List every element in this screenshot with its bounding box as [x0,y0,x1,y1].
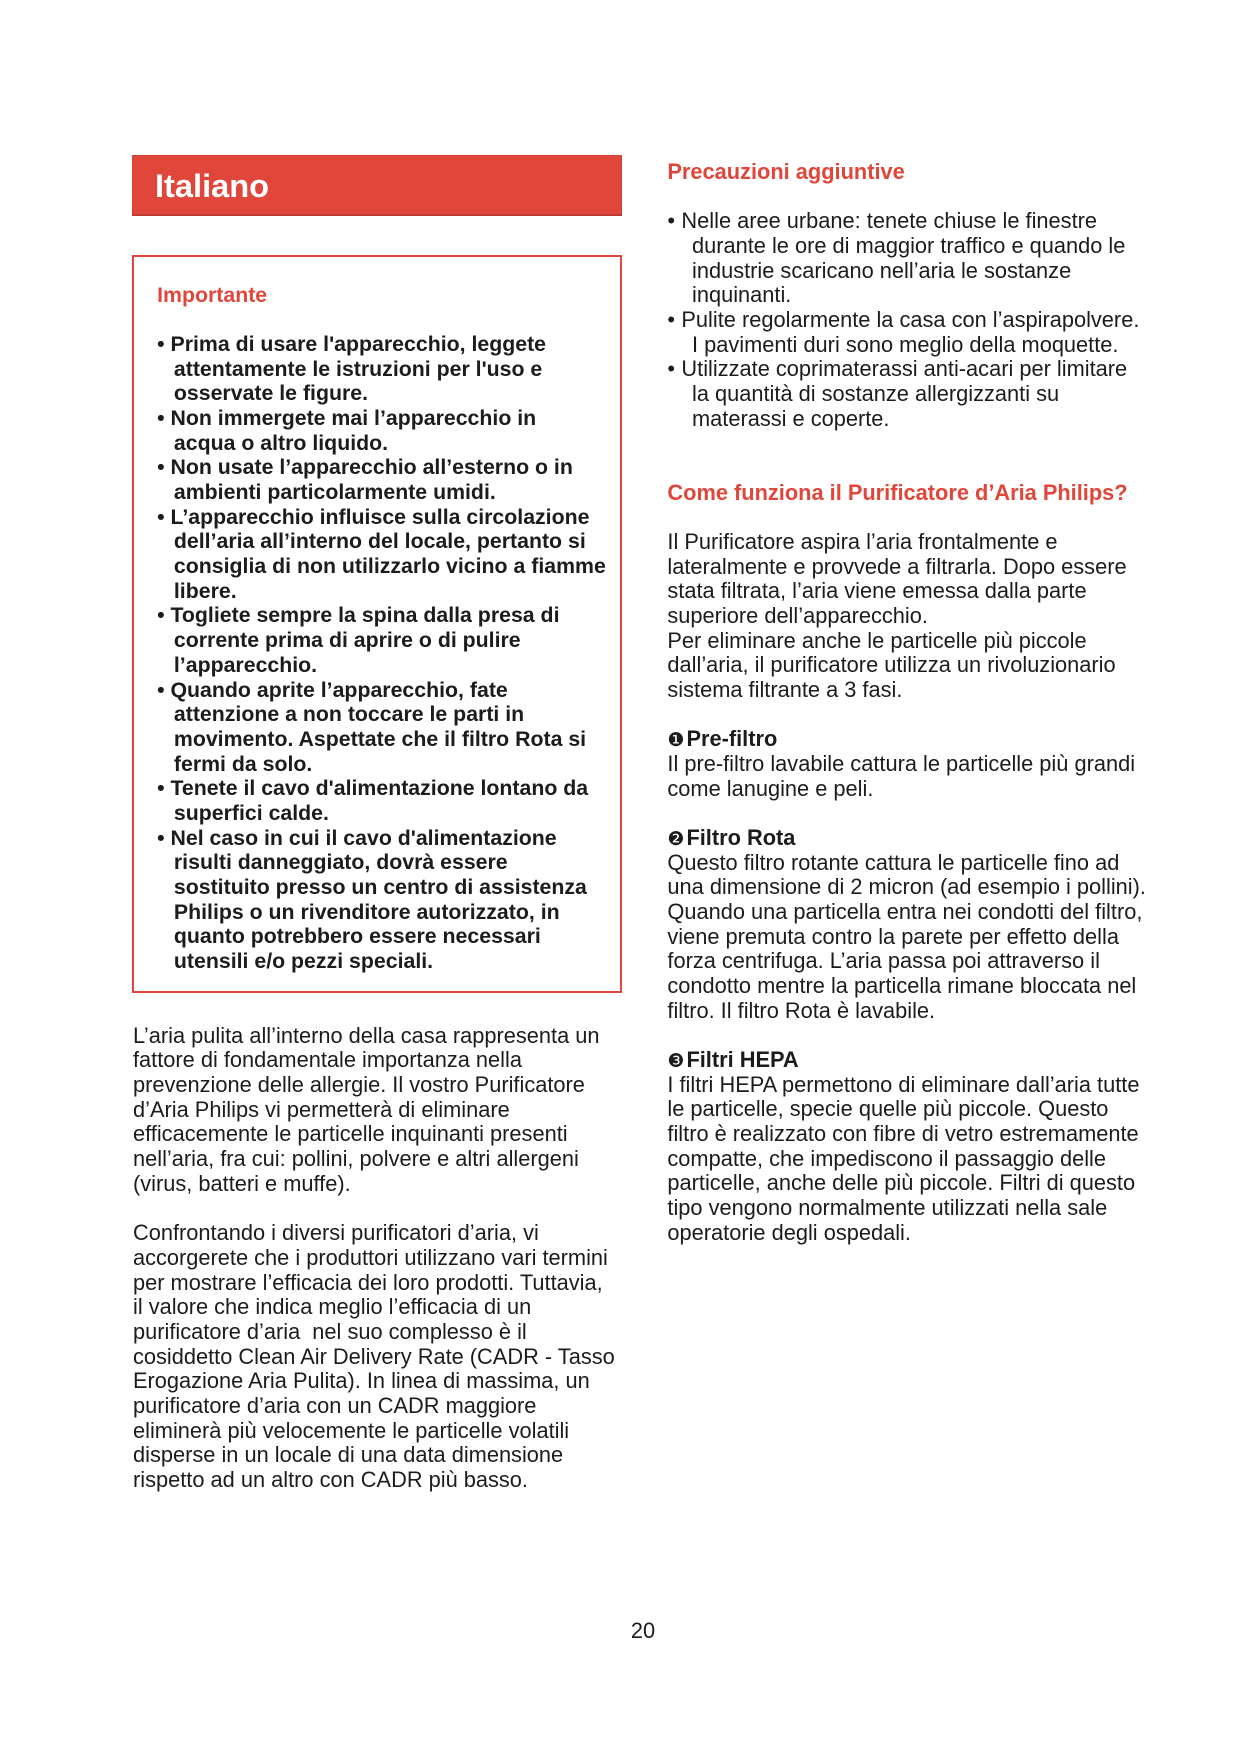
precaution-item [667,209,1227,308]
important-item-line: attentamente le istruzioni per l'uso e [173,356,543,381]
important-item [157,776,620,825]
precaution-line: inquinanti. [691,282,792,308]
important-item [157,603,620,677]
text-line: purificatore d’aria nel suo complesso è il [133,1318,527,1344]
important-item-text: Prima di usare l'apparecchio, leggete [170,332,547,357]
precaution-text: Nelle aree urbane: tenete chiuse le finestre [681,208,1098,234]
text-line: Confrontando i diversi purificatori d’aria, vi [133,1220,539,1246]
step-number-icon: ❸ [667,1050,685,1073]
important-item [157,406,620,455]
how-it-works-heading: Come funziona il Purificatore d’Aria Philips? [667,479,1128,505]
bullet-icon [157,826,170,851]
text-line: L’aria pulita all’interno della casa rappresenta un [133,1022,600,1048]
intro-paragraph [133,1024,615,1197]
text-line: Per eliminare anche le particelle più piccole [667,627,1087,653]
precautions-heading: Precauzioni aggiuntive [667,158,905,184]
text-line: (virus, batteri e muffe). [133,1170,351,1196]
text-line: compatte, che impediscono il passaggio delle [667,1145,1107,1171]
step-number-icon: ❷ [667,827,685,850]
important-item-text: Quando aprite l’apparecchio, fate [170,677,508,702]
text-line: le particelle, specie quelle più piccole. Questo [667,1096,1109,1122]
text-line: sistema filtrante a 3 fasi. [667,676,903,702]
text-line: lateralmente e provvede a filtrarla. Dopo essere [667,553,1127,579]
precaution-text: Pulite regolarmente la casa con l’aspirapolvere. [681,306,1140,332]
important-item-line [157,406,620,431]
important-item-line: dell’aria all’interno del locale, pertanto si [173,529,586,554]
important-item-text: L’apparecchio influisce sulla circolazione [170,504,590,529]
important-item-line: utensili e/o pezzi speciali. [173,948,434,973]
important-item-line [157,776,620,801]
precaution-line [667,209,1227,234]
page-number: 20 [630,1617,656,1643]
text-line: viene premuta contro la parete per effetto della [667,923,1119,949]
important-item [157,455,620,504]
filter-title-text: Filtro Rota [686,824,796,850]
important-item [157,826,620,974]
important-item-text: Togliete sempre la spina dalla presa di [170,603,560,628]
text-line: una dimensione di 2 micron (ad esempio i pollini). [667,874,1146,900]
important-item-line: consiglia di non utilizzarlo vicino a fiamme [173,554,606,579]
language-header [132,155,622,216]
important-item-line: fermi da solo. [173,751,313,776]
filter-title [667,1048,1227,1073]
filter-hepa [667,1048,1227,1245]
important-item-line: l’apparecchio. [173,652,318,677]
important-item [157,678,620,777]
important-item-line [157,505,620,530]
bullet-icon [667,209,681,234]
right-column [667,160,1227,1270]
important-item-line [157,603,620,628]
text-line: d’Aria Philips vi permetterà di eliminare [133,1096,510,1122]
filter-pre-filtro [667,727,1227,801]
bullet-icon [157,505,170,530]
precaution-line: durante le ore di maggior traffico e quando le [691,232,1126,258]
precaution-line [667,357,1227,382]
bullet-icon [157,603,170,628]
filter-rota [667,826,1227,1023]
text-line: operatorie degli ospedali. [667,1219,911,1245]
text-line: efficacemente le particelle inquinanti presenti [133,1121,568,1147]
filter-title-text: Pre-filtro [686,726,778,752]
text-line: come lanugine e peli. [667,775,874,801]
text-line: forza centrifuga. L’aria passa poi attraverso il [667,948,1100,974]
text-line: eliminerà più velocemente le particelle volatili [133,1417,570,1443]
how-it-works-paragraph [667,530,1227,703]
bullet-icon [157,678,170,703]
important-item-line: acqua o altro liquido. [173,430,389,455]
text-line: prevenzione delle allergie. Il vostro Purificatore [133,1072,585,1098]
text-line: tipo vengono normalmente utilizzati nella sale [667,1195,1108,1221]
bullet-icon [667,308,681,333]
important-item-line: corrente prima di aprire o di pulire [173,628,521,653]
important-item [157,505,620,604]
bullet-icon [667,357,681,382]
text-line: il valore che indica meglio l’efficacia di un [133,1294,532,1320]
text-line: Quando una particella entra nei condotti del filtro, [667,899,1143,924]
precaution-item [667,308,1227,357]
how-it-works-section [667,481,1227,1246]
text-line: filtro. Il filtro Rota è lavabile. [667,997,936,1023]
precaution-line: la quantità di sostanze allergizzanti su [691,380,1060,406]
important-item-line [157,826,620,851]
precaution-line: industrie scaricano nell’aria le sostanze [691,257,1072,283]
intro-text [133,1024,615,1517]
text-line: Questo filtro rotante cattura le particelle fino ad [667,849,1120,875]
precaution-line: materassi e coperte. [691,405,890,431]
important-item-text: Non usate l’apparecchio all’esterno o in [170,455,573,480]
step-number-icon: ❶ [667,729,685,752]
text-line: per mostrare l’efficacia dei loro prodotti. Tuttavia, [133,1269,603,1295]
precaution-line [667,308,1227,333]
important-item-text: Tenete il cavo d'alimentazione lontano da [170,776,589,801]
important-item-line: Philips o un rivenditore autorizzato, in [173,899,560,924]
bullet-icon [157,455,170,480]
text-line: filtro è realizzato con fibre di vetro estremamente [667,1121,1139,1147]
important-item-line [157,455,620,480]
text-line: cosiddetto Clean Air Delivery Rate (CADR - Tasso [133,1343,615,1369]
text-line: stata filtrata, l’aria viene emessa dalla parte [667,578,1087,604]
important-item-text: Nel caso in cui il cavo d'alimentazione [170,825,557,850]
important-item-line: attenzione a non toccare le parti in [173,702,525,727]
text-line: purificatore d’aria con un CADR maggiore [133,1392,537,1418]
important-item-text: Non immergete mai l’apparecchio in [170,406,537,431]
important-heading: Importante [157,282,268,307]
text-line: superiore dell’apparecchio. [667,602,928,628]
text-line: Erogazione Aria Pulita). In linea di massima, un [133,1368,590,1394]
filter-title [667,727,1227,752]
bullet-icon [157,332,170,357]
language-title: Italiano [155,166,270,204]
important-item-line: sostituito presso un centro di assistenza [173,874,587,899]
precaution-line: I pavimenti duri sono meglio della moquette. [691,331,1119,357]
important-item-line: superfici calde. [173,800,329,825]
important-item-line: quanto potrebbero essere necessari [173,924,541,949]
intro-paragraph [133,1221,615,1492]
text-line: dall’aria, il purificatore utilizza un rivoluzionario [667,652,1116,678]
text-line: disperse in un locale di una data dimensione [133,1442,564,1468]
text-line: particelle, anche delle più piccole. Filtri di questo [667,1170,1136,1196]
important-item-line: risulti danneggiato, dovrà essere [173,850,508,875]
important-box [132,255,622,993]
text-line: fattore di fondamentale importanza nella [133,1047,522,1073]
important-item-line: libere. [173,578,237,603]
text-line: I filtri HEPA permettono di eliminare dall’aria tutte [667,1071,1140,1097]
text-line: condotto mentre la particella rimane bloccata nel [667,973,1137,999]
filter-title [667,826,1227,851]
text-line: rispetto ad un altro con CADR più basso. [133,1466,528,1492]
precautions-section [667,160,1227,431]
important-item-line [157,332,620,357]
filter-title-text: Filtri HEPA [686,1047,799,1073]
important-item [157,332,620,406]
important-item-line [157,678,620,703]
important-item-line: movimento. Aspettate che il filtro Rota si [173,726,587,751]
bullet-icon [157,776,170,801]
text-line: Il pre-filtro lavabile cattura le particelle più grandi [667,750,1136,776]
text-line: accorgerete che i produttori utilizzano vari termini [133,1244,608,1270]
precaution-text: Utilizzate coprimaterassi anti-acari per limitare [681,356,1128,382]
precaution-item [667,357,1227,431]
bullet-icon [157,406,170,431]
text-line: Il Purificatore aspira l’aria frontalmente e [667,528,1058,554]
important-item-line: osservate le figure. [173,381,369,406]
important-item-line: ambienti particolarmente umidi. [173,480,496,505]
text-line: nell’aria, fra cui: pollini, polvere e altri allergeni [133,1146,579,1172]
